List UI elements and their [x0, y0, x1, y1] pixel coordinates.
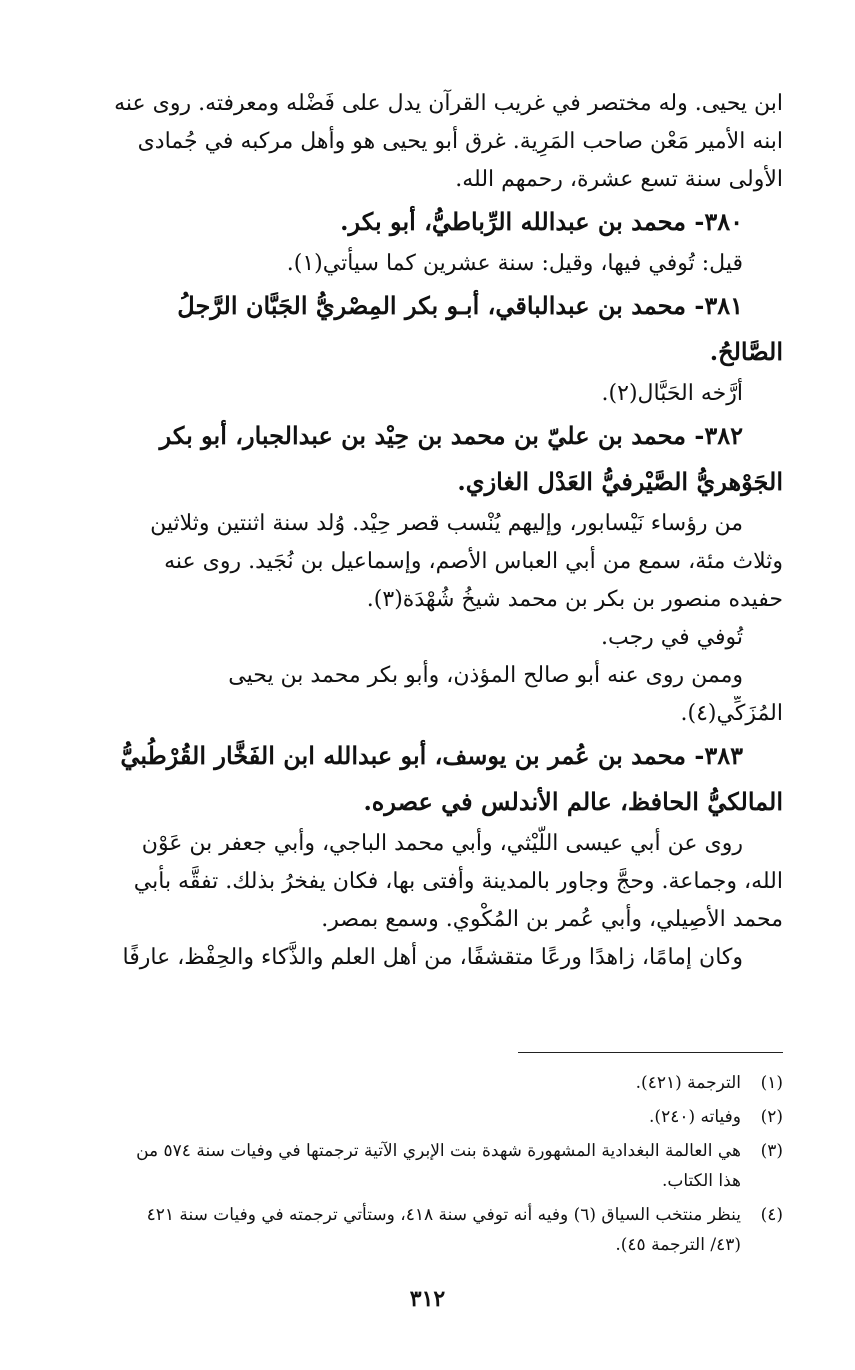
footnote-number: (٤) [760, 1205, 783, 1225]
text-line: تُوفي في رجب. [600, 625, 743, 650]
footnote-line: ينظر منتخب السياق (٦) وفيه أنه توفي سنة ٤١٨، وستأتي ترجمته في وفيات سنة ٤٢١ [146, 1205, 741, 1225]
text-line: وكان إمامًا، زاهدًا ورعًا متقشفًا، من أهل العلم والذَّكاء والحِفْظ، عارفًا [122, 945, 743, 970]
text-line: الله، وجماعة. وحجَّ وجاور بالمدينة وأفتى بها، فكان يفخرُ بذلك. تفقَّه بأبي [133, 869, 783, 894]
footnote-line: وفياته (٢٤٠). [649, 1107, 741, 1127]
footnote [38, 1200, 783, 1260]
footnote-text [38, 1136, 741, 1196]
footnote-line: هي العالمة البغدادية المشهورة شهدة بنت الإبري الآتية ترجمتها في وفيات سنة ٥٧٤ من [136, 1141, 741, 1161]
footnote-number: (٣) [760, 1141, 783, 1161]
text-line: قيل: تُوفي فيها، وقيل: سنة عشرين كما سيأتي(١). [286, 251, 743, 276]
entry-heading-line: الجَوْهريُّ الصَّيْرفيُّ العَدْل الغازي. [457, 467, 783, 496]
text-line: وممن روى عنه أبو صالح المؤذن، وأبو بكر محمد بن يحيى [228, 663, 743, 688]
footnote-line: (٤٣/ الترجمة ٤٥). [615, 1235, 741, 1255]
text-line: الأولى سنة تسع عشرة، رحمهم الله. [455, 167, 783, 192]
text-line: روى عن أبي عيسى اللَّيْثي، وأبي محمد الباجي، وأبي جعفر بن عَوْن [141, 831, 743, 856]
text-line: حفيده منصور بن بكر بن محمد شيخُ شُهْدَة(٣). [366, 587, 783, 612]
footnote-text [38, 1068, 741, 1098]
footnote [38, 1068, 783, 1098]
text-line: محمد الأصِيلي، وأبي عُمر بن المُكْوي. وسمع بمصر. [321, 907, 783, 932]
footnote [38, 1136, 783, 1196]
footnote-number: (٢) [760, 1107, 783, 1127]
entry-heading-line: المالكيُّ الحافظ، عالم الأندلس في عصره. [363, 787, 783, 816]
text-line: ابن يحيى. وله مختصر في غريب القرآن يدل على فَضْله ومعرفته. روى عنه [114, 91, 783, 116]
page-number: ٣١٢ [409, 1286, 446, 1312]
footnote-number: (١) [760, 1073, 783, 1093]
body-text [38, 86, 783, 978]
text-line: ابنه الأمير مَعْن صاحب المَرِية. غرق أبو يحيى هو وأهل مركبه في جُمادى [137, 129, 783, 154]
footnotes [38, 1068, 783, 1264]
text-line: المُزَكِّي(٤). [680, 701, 783, 726]
footnote-divider [518, 1052, 783, 1053]
footnote-text [38, 1200, 741, 1260]
text-line: من رؤساء نَيْسابور، وإليهم يُنْسب قصر حِيْد. وُلد سنة اثنتين وثلاثين [150, 511, 743, 536]
entry-heading-line: الصَّالحُ. [709, 337, 783, 366]
text-line: وثلاث مئة، سمع من أبي العباس الأصم، وإسماعيل بن نُجَيد. روى عنه [164, 549, 783, 574]
entry-heading-line: ٣٨١- محمد بن عبدالباقي، أبـو بكر المِصْريُّ الجَبَّان الرَّجلُ [177, 291, 743, 320]
entry-heading-line: ٣٨٣- محمد بن عُمر بن يوسف، أبو عبدالله ابن الفَخَّار القُرْطُبيُّ [120, 741, 743, 770]
entry-heading-line: ٣٨٠- محمد بن عبدالله الرِّباطيُّ، أبو بكر. [340, 207, 743, 236]
text-line: أرَّخه الحَبَّال(٢). [601, 381, 743, 406]
footnote-line: هذا الكتاب. [661, 1171, 741, 1191]
footnote-text [38, 1102, 741, 1132]
footnote [38, 1102, 783, 1132]
footnote-line: الترجمة (٤٢١). [635, 1073, 741, 1093]
entry-heading-line: ٣٨٢- محمد بن عليّ بن محمد بن حِيْد بن عبدالجبار، أبو بكر [159, 421, 743, 450]
